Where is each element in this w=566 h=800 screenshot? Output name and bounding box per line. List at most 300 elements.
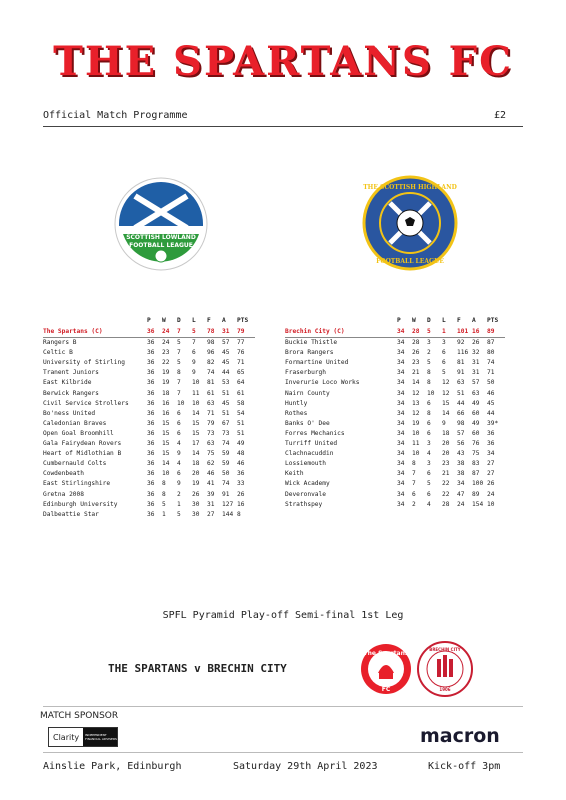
stat-cell: 71 [237,359,245,367]
stat-cell: 7 [192,339,196,347]
stat-cell: 4 [177,440,181,448]
stat-cell: 71 [487,369,495,377]
stat-cell: 44 [457,399,465,407]
stat-cell: 36 [147,339,155,347]
stat-cell: 22 [162,359,170,367]
stat-cell: 56 [457,440,465,448]
stat-cell: 31 [472,369,480,377]
stat-cell: 5 [177,510,181,518]
team-name: Edinburgh University [43,500,118,508]
svg-text:FOOTBALL LEAGUE: FOOTBALL LEAGUE [129,242,193,249]
team-name: East Kilbride [43,379,92,387]
stat-cell: 50 [487,379,495,387]
stat-cell: 45 [222,359,230,367]
table-header-cell: A [222,316,226,324]
table-row [285,378,505,388]
table-row [285,368,505,378]
stat-cell: 17 [192,440,200,448]
stat-cell: 20 [442,450,450,458]
stat-cell: 10 [192,379,200,387]
table-row [285,449,505,459]
fixture-teams: THE SPARTANS v BRECHIN CITY [108,662,287,675]
team-name: University of Stirling [43,359,125,367]
stat-cell: 36 [147,470,155,478]
stat-cell: 4 [427,450,431,458]
team-name: Brechin City (C) [285,328,345,335]
stat-cell: 98 [457,419,465,427]
stat-cell: 49 [237,440,245,448]
stat-cell: 36 [147,328,155,335]
stat-cell: 15 [192,429,200,437]
stat-cell: 59 [222,450,230,458]
stat-cell: 76 [237,349,245,357]
stat-cell: 51 [237,419,245,427]
table-row [43,459,255,469]
table-row [43,368,255,378]
stat-cell: 45 [487,399,495,407]
stat-cell: 51 [222,389,230,397]
svg-text:BRECHIN CITY: BRECHIN CITY [429,647,461,652]
stat-cell: 36 [147,429,155,437]
stat-cell: 6 [192,349,196,357]
stat-cell: 8 [427,369,431,377]
stat-cell: 51 [222,409,230,417]
team-name: East Stirlingshire [43,480,111,488]
stat-cell: 10 [487,500,495,508]
venue: Ainslie Park, Edinburgh [43,761,182,772]
stat-cell: 34 [397,369,405,377]
stat-cell: 2 [412,500,416,508]
table-header-cell: D [427,316,431,324]
team-name: Cumbernauld Colts [43,460,107,468]
stat-cell: 34 [397,419,405,427]
stat-cell: 53 [222,379,230,387]
team-name: Inverurie Loco Works [285,379,360,387]
table-header-cell: W [412,316,416,324]
stat-cell: 91 [457,369,465,377]
clarity-name: Clarity [53,732,80,742]
table-header-cell: W [162,316,166,324]
stat-cell: 33 [237,480,245,488]
stat-cell: 6 [442,349,446,357]
stat-cell: 74 [487,359,495,367]
stat-cell: 20 [192,470,200,478]
stat-cell: 22 [442,490,450,498]
stat-cell: 2 [177,490,181,498]
stat-cell: 20 [442,440,450,448]
stat-cell: 22 [442,480,450,488]
stat-cell: 5 [427,328,431,335]
fixture-caption: SPFL Pyramid Play-off Semi-final 1st Leg [162,610,404,621]
stat-cell: 14 [412,379,420,387]
stat-cell: 60 [472,409,480,417]
stat-cell: 5 [442,369,446,377]
table-row [43,358,255,368]
stat-cell: 62 [207,460,215,468]
stat-cell: 83 [472,460,480,468]
stat-cell: 51 [457,389,465,397]
stat-cell: 19 [162,369,170,377]
stat-cell: 43 [457,450,465,458]
stat-cell: 127 [222,500,234,508]
table-header-cell: F [457,316,461,324]
team-name: Rangers B [43,339,77,347]
stat-cell: 154 [472,500,484,508]
stat-cell: 28 [412,328,420,335]
stat-cell: 28 [442,500,450,508]
svg-text:FOOTBALL LEAGUE: FOOTBALL LEAGUE [376,258,444,265]
stat-cell: 6 [427,470,431,478]
team-name: Caledonian Braves [43,419,107,427]
stat-cell: 30 [192,510,200,518]
brechin-city-badge [417,641,473,697]
stat-cell: 63 [207,399,215,407]
stat-cell: 65 [237,369,245,377]
table-row [285,490,505,500]
stat-cell: 34 [397,409,405,417]
stat-cell: 36 [487,440,495,448]
stat-cell: 6 [427,490,431,498]
stat-cell: 5 [177,359,181,367]
stat-cell: 38 [457,470,465,478]
table-header-cell: P [147,316,151,324]
team-name: Rothes [285,409,308,417]
stat-cell: 15 [162,419,170,427]
header-divider [43,126,523,127]
stat-cell: 77 [237,339,245,347]
table-row [285,338,505,349]
stat-cell: 7 [177,379,181,387]
stat-cell: 11 [192,389,200,397]
stat-cell: 45 [222,399,230,407]
team-name: Gala Fairydean Rovers [43,440,122,448]
stat-cell: 7 [412,470,416,478]
stat-cell: 19 [162,379,170,387]
stat-cell: 12 [412,409,420,417]
stat-cell: 10 [162,470,170,478]
table-row [285,348,505,358]
stat-cell: 9 [177,480,181,488]
stat-cell: 78 [207,328,215,335]
table-row [285,327,505,338]
team-name: Berwick Rangers [43,389,99,397]
table-row [285,459,505,469]
table-row [43,429,255,439]
price-label: £2 [493,110,506,121]
stat-cell: 26 [472,339,480,347]
stat-cell: 26 [412,349,420,357]
stat-cell: 9 [192,369,196,377]
stat-cell: 32 [472,349,480,357]
clarity-logo [48,727,118,747]
macron-logo: macron [420,725,500,747]
stat-cell: 8 [412,460,416,468]
stat-cell: 46 [487,389,495,397]
stat-cell: 36 [147,500,155,508]
stat-cell: 48 [237,450,245,458]
stat-cell: 18 [192,460,200,468]
stat-cell: 6 [177,409,181,417]
stat-cell: 16 [472,328,480,335]
stat-cell: 6 [427,399,431,407]
stat-cell: 3 [442,339,446,347]
stat-cell: 61 [237,389,245,397]
stat-cell: 34 [397,450,405,458]
stat-cell: 5 [192,328,196,335]
stat-cell: 10 [427,389,435,397]
svg-text:The Spartans: The Spartans [363,650,409,657]
table-header-cell [43,315,147,327]
stat-cell: 24 [162,339,170,347]
stat-cell: 8 [237,510,241,518]
stat-cell: 8 [427,409,431,417]
stat-cell: 30 [192,500,200,508]
stat-cell: 34 [397,500,405,508]
table-header-cell: L [192,316,196,324]
stat-cell: 87 [472,470,480,478]
team-name: Cowdenbeath [43,470,84,478]
team-name: Lossiemouth [285,460,326,468]
stat-cell: 92 [457,339,465,347]
table-row [285,419,505,429]
stat-cell: 1 [162,510,166,518]
lowland-league-logo [113,176,209,272]
stat-cell: 19 [412,419,420,427]
highland-league-table [285,315,505,510]
stat-cell: 44 [222,369,230,377]
stat-cell: 27 [487,470,495,478]
stat-cell: 47 [457,490,465,498]
stat-cell: 36 [147,409,155,417]
stat-cell: 12 [412,389,420,397]
stat-cell: 8 [162,490,166,498]
stat-cell: 57 [472,379,480,387]
table-row [285,469,505,479]
table-header-cell: PTS [237,316,249,324]
table-row [285,358,505,368]
stat-cell: 15 [162,429,170,437]
stat-cell: 9 [442,419,446,427]
team-name: Buckie Thistle [285,339,338,347]
stat-cell: 34 [397,440,405,448]
stat-cell: 80 [487,349,495,357]
stat-cell: 7 [412,480,416,488]
stat-cell: 36 [147,369,155,377]
stat-cell: 24 [457,500,465,508]
stat-cell: 6 [177,429,181,437]
sponsor-divider [43,706,523,707]
stat-cell: 36 [147,510,155,518]
svg-text:SCOTTISH LOWLAND: SCOTTISH LOWLAND [126,234,196,241]
stat-cell: 5 [427,480,431,488]
table-header-cell: PTS [487,316,499,324]
stat-cell: 7 [177,349,181,357]
team-name: Heart of Midlothian B [43,450,122,458]
table-row [43,449,255,459]
table-row [43,389,255,399]
team-name: Gretna 2008 [43,490,84,498]
stat-cell: 36 [147,349,155,357]
stat-cell: 36 [147,379,155,387]
stat-cell: 34 [397,389,405,397]
stat-cell: 23 [442,460,450,468]
stat-cell: 12 [442,379,450,387]
stat-cell: 36 [237,470,245,478]
table-row [43,479,255,489]
stat-cell: 51 [237,429,245,437]
stat-cell: 49 [472,399,480,407]
team-name: Wick Academy [285,480,330,488]
stat-cell: 73 [207,429,215,437]
stat-cell: 16 [162,399,170,407]
stat-cell: 6 [177,419,181,427]
stat-cell: 73 [222,429,230,437]
team-name: Formartine United [285,359,349,367]
stat-cell: 34 [397,429,405,437]
stat-cell: 100 [472,480,484,488]
stat-cell: 4 [427,500,431,508]
stat-cell: 49 [472,419,480,427]
team-name: Tranent Juniors [43,369,99,377]
team-name: Banks O' Dee [285,419,330,427]
stat-cell: 36 [147,440,155,448]
stat-cell: 82 [207,359,215,367]
stat-cell: 79 [237,328,245,335]
stat-cell: 54 [237,409,245,417]
table-row [43,500,255,510]
table-row [43,327,255,338]
stat-cell: 18 [442,429,450,437]
stat-cell: 39 [207,490,215,498]
stat-cell: 74 [207,369,215,377]
team-name: Clachnacuddin [285,450,334,458]
stat-cell: 4 [177,460,181,468]
stat-cell: 10 [412,429,420,437]
stat-cell: 57 [222,339,230,347]
stat-cell: 31 [472,359,480,367]
stat-cell: 61 [207,389,215,397]
stat-cell: 21 [442,470,450,478]
stat-cell: 64 [237,379,245,387]
table-row [43,409,255,419]
stat-cell: 31 [207,500,215,508]
table-row [43,338,255,349]
stat-cell: 14 [192,409,200,417]
svg-text:1906: 1906 [439,687,451,692]
stat-cell: 6 [412,490,416,498]
footer-divider [43,752,523,753]
stat-cell: 9 [192,359,196,367]
team-name: Open Goal Broomhill [43,429,114,437]
stat-cell: 24 [162,328,170,335]
stat-cell: 23 [412,359,420,367]
stat-cell: 6 [442,359,446,367]
stat-cell: 89 [472,490,480,498]
stat-cell: 5 [162,500,166,508]
stat-cell: 46 [237,460,245,468]
stat-cell: 11 [412,440,420,448]
stat-cell: 34 [397,470,405,478]
stat-cell: 15 [442,399,450,407]
stat-cell: 14 [162,460,170,468]
table-header-cell: F [207,316,211,324]
stat-cell: 87 [487,339,495,347]
table-row [285,399,505,409]
table-row [285,429,505,439]
stat-cell: 26 [487,480,495,488]
stat-cell: 74 [222,440,230,448]
table-row [285,500,505,510]
stat-cell: 13 [412,399,420,407]
stat-cell: 36 [147,490,155,498]
stat-cell: 81 [457,359,465,367]
stat-cell: 36 [487,429,495,437]
stat-cell: 89 [487,328,495,335]
stat-cell: 6 [427,419,431,427]
stat-cell: 16 [162,409,170,417]
table-row [285,389,505,399]
stat-cell: 76 [472,440,480,448]
stat-cell: 18 [162,389,170,397]
table-header-cell: L [442,316,446,324]
team-name: Forres Mechanics [285,429,345,437]
stat-cell: 63 [457,379,465,387]
svg-text:THE SCOTTISH HIGHLAND: THE SCOTTISH HIGHLAND [363,184,457,191]
svg-text:FC: FC [381,686,391,693]
stat-cell: 10 [192,399,200,407]
stat-cell: 34 [397,490,405,498]
stat-cell: 59 [222,460,230,468]
kickoff-time: Kick-off 3pm [428,761,501,772]
stat-cell: 24 [487,490,495,498]
table-row [43,469,255,479]
team-name: Celtic B [43,349,73,357]
stat-cell: 74 [222,480,230,488]
stat-cell: 36 [147,480,155,488]
stat-cell: 60 [472,429,480,437]
stat-cell: 3 [427,460,431,468]
stat-cell: 19 [192,480,200,488]
table-row [43,439,255,449]
stat-cell: 10 [412,450,420,458]
stat-cell: 26 [192,490,200,498]
stat-cell: 6 [177,470,181,478]
table-row [43,378,255,388]
team-name: Bo'ness United [43,409,96,417]
page-title: THE SPARTANS FC [53,38,513,85]
table-row [285,409,505,419]
stat-cell: 36 [147,399,155,407]
stat-cell: 5 [177,339,181,347]
stat-cell: 21 [412,369,420,377]
stat-cell: 63 [472,389,480,397]
stat-cell: 79 [207,419,215,427]
stat-cell: 28 [412,339,420,347]
stat-cell: 91 [222,490,230,498]
stat-cell: 34 [397,339,405,347]
stat-cell: 57 [457,429,465,437]
stat-cell: 34 [397,399,405,407]
table-header-cell: P [397,316,401,324]
table-row [43,510,255,520]
lowland-league-table [43,315,255,520]
team-name: Turriff United [285,440,338,448]
stat-cell: 41 [207,480,215,488]
stat-cell: 45 [222,349,230,357]
stat-cell: 34 [397,328,405,335]
stat-cell: 39* [487,419,499,427]
stat-cell: 1 [442,328,446,335]
